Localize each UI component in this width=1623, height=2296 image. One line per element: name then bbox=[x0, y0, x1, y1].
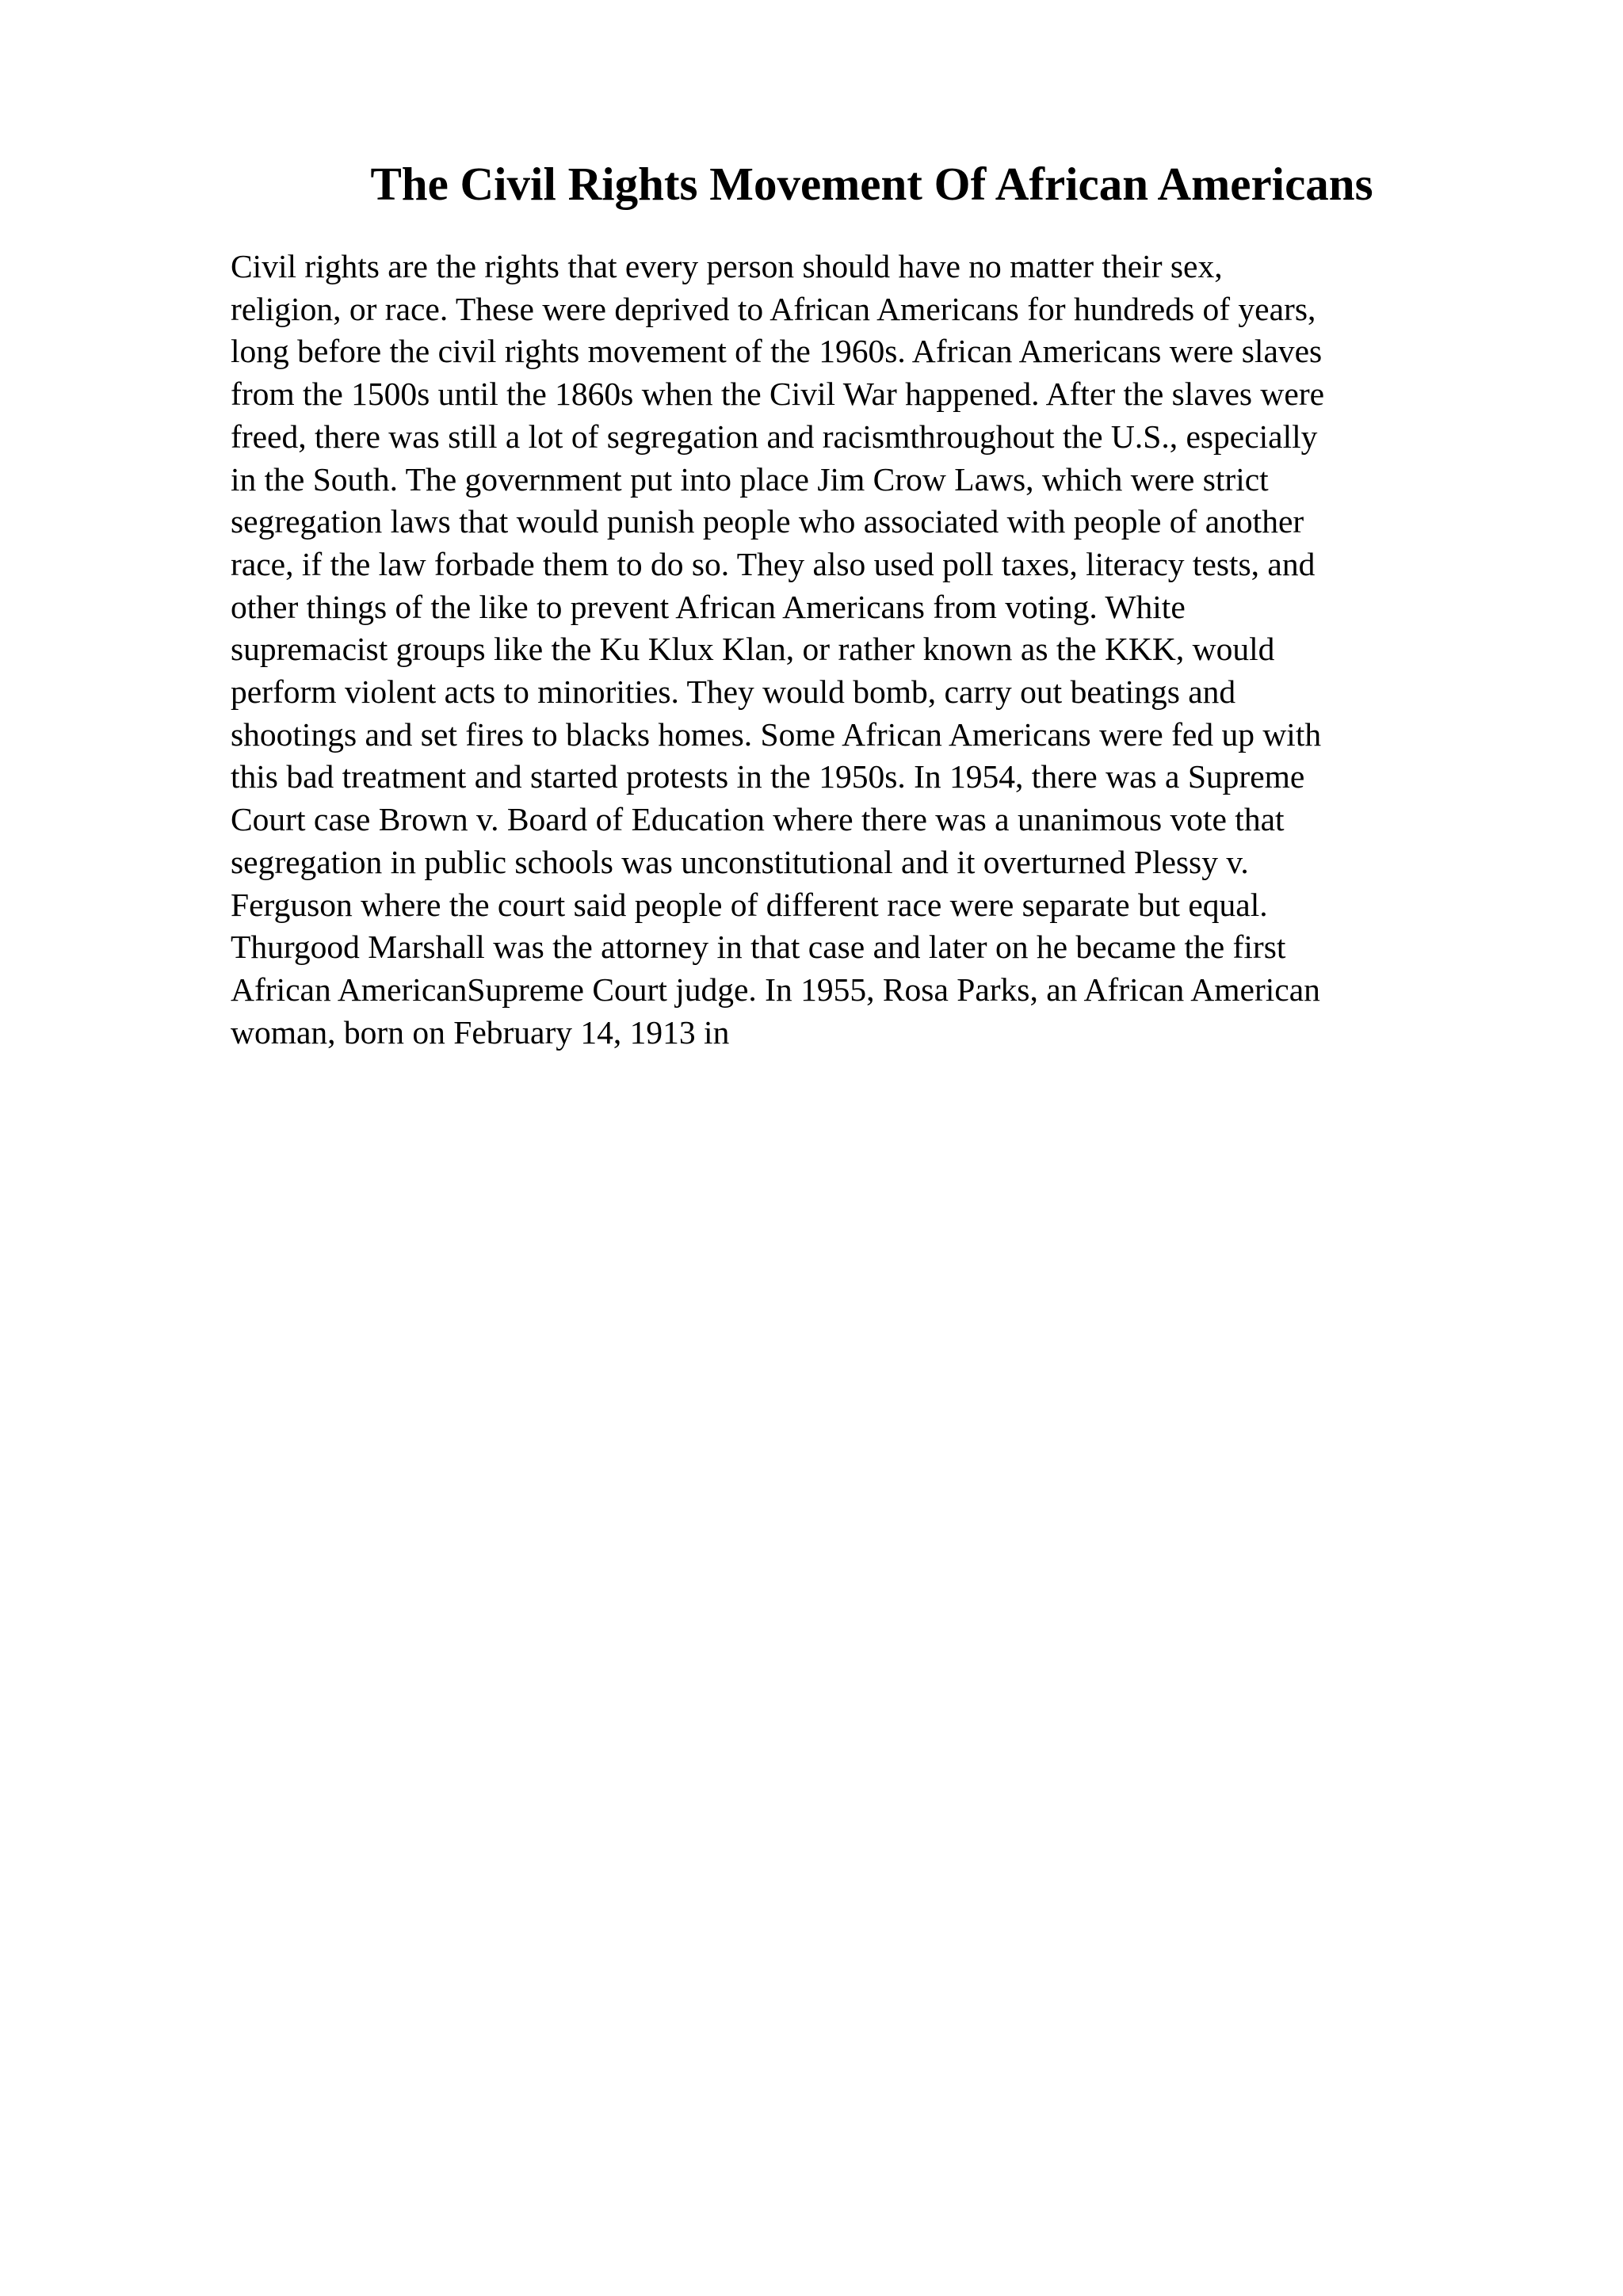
body-line: this bad treatment and started protests in the 1950s. In 1954, there was a Supreme bbox=[231, 758, 1305, 795]
body-line: Ferguson where the court said people of different race were separate but equal. bbox=[231, 886, 1268, 923]
body-line: Thurgood Marshall was the attorney in that case and later on he became the first bbox=[231, 929, 1286, 966]
body-line: perform violent acts to minorities. They would bomb, carry out beatings and bbox=[231, 673, 1236, 711]
body-line: long before the civil rights movement of the 1960s. African Americans were slaves bbox=[231, 333, 1323, 370]
body-line: other things of the like to prevent African Americans from voting. White bbox=[231, 588, 1186, 625]
body-line: Court case Brown v. Board of Education where there was a unanimous vote that bbox=[231, 801, 1285, 838]
body-line: segregation in public schools was unconstitutional and it overturned Plessy v. bbox=[231, 843, 1249, 880]
body-line: race, if the law forbade them to do so. They also used poll taxes, literacy tests, and bbox=[231, 545, 1316, 582]
body-line: Civil rights are the rights that every person should have no matter their sex, bbox=[231, 248, 1223, 284]
body-line: religion, or race. These were deprived to African Americans for hundreds of years, bbox=[231, 290, 1316, 327]
body-line: segregation laws that would punish people who associated with people of another bbox=[231, 503, 1304, 540]
document-title: The Civil Rights Movement Of African Americans bbox=[370, 158, 1373, 210]
body-line: in the South. The government put into place Jim Crow Laws, which were strict bbox=[231, 460, 1269, 498]
body-line: woman, born on February 14, 1913 in bbox=[231, 1013, 730, 1051]
body-paragraph bbox=[231, 246, 1499, 1054]
body-line: freed, there was still a lot of segregation and racismthroughout the U.S., especially bbox=[231, 418, 1318, 455]
body-line: African AmericanSupreme Court judge. In 1955, Rosa Parks, an African American bbox=[231, 971, 1320, 1008]
body-line: shootings and set fires to blacks homes. Some African Americans were fed up with bbox=[231, 715, 1322, 753]
body-line: from the 1500s until the 1860s when the Civil War happened. After the slaves were bbox=[231, 376, 1325, 413]
body-line: supremacist groups like the Ku Klux Klan, or rather known as the KKK, would bbox=[231, 631, 1275, 668]
